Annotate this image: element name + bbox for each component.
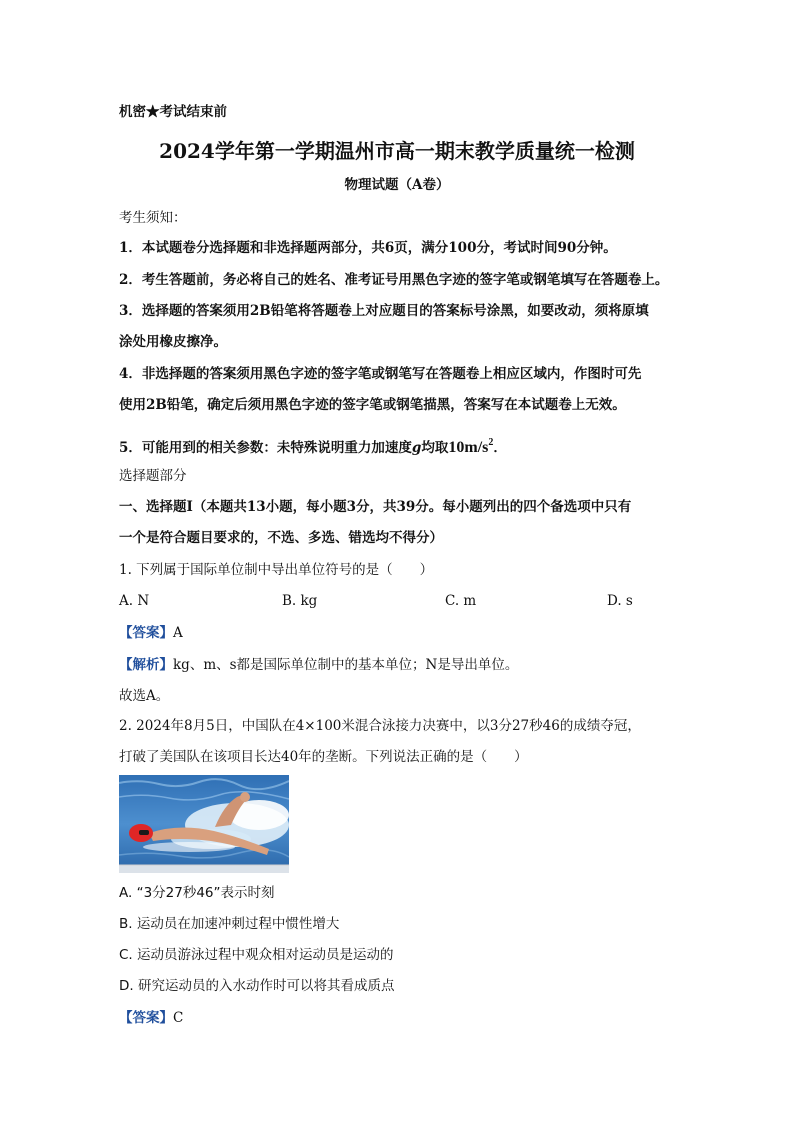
question-1-option-b: B. kg bbox=[282, 593, 318, 609]
question-1-option-a: A. N bbox=[119, 593, 150, 609]
page-subtitle: 物理试题（A卷） bbox=[344, 177, 450, 193]
gravity-value: $10m/s^2$ bbox=[448, 437, 494, 456]
notice-item-5-end: ． bbox=[493, 440, 507, 456]
answer-value: A bbox=[173, 625, 183, 641]
question-1-conclusion: 故选A。 bbox=[119, 688, 170, 704]
notice-item-5-prefix: 5．可能用到的相关参数：未特殊说明重力加速度 bbox=[119, 440, 412, 456]
question-1-option-c: C. m bbox=[445, 593, 477, 609]
notice-item-2: 2．考生答题前，务必将自己的姓名、准考证号用黑色字迹的签字笔或钢笔填写在答题卷上。 bbox=[119, 272, 669, 288]
question-2-answer bbox=[119, 1009, 183, 1027]
section-part-label: 选择题部分 bbox=[119, 468, 187, 484]
question-2-stem-line-1: 2. 2024年8月5日，中国队在4×100米混合泳接力决赛中，以3分27秒46的成绩夺冠， bbox=[119, 718, 641, 734]
answer-value: C bbox=[173, 1010, 184, 1026]
question-2-option-d: D. 研究运动员的入水动作时可以将其看成质点 bbox=[119, 978, 395, 994]
question-1-answer bbox=[119, 624, 183, 642]
notice-item-3-line-2: 涂处用橡皮擦净。 bbox=[119, 334, 227, 350]
analysis-text: kg、m、s都是国际单位制中的基本单位；N是导出单位。 bbox=[173, 657, 519, 673]
question-1-stem: 1. 下列属于国际单位制中导出单位符号的是（ ） bbox=[119, 562, 434, 578]
notice-item-5 bbox=[119, 434, 507, 457]
question-2-option-b: B. 运动员在加速冲刺过程中惯性增大 bbox=[119, 916, 340, 932]
notice-item-5-mid: 均取 bbox=[421, 440, 449, 456]
answer-tag: 【答案】 bbox=[119, 625, 173, 641]
confidential-label: 机密★考试结束前 bbox=[119, 104, 227, 120]
notice-heading: 考生须知： bbox=[119, 210, 187, 226]
question-2-option-c: C. 运动员游泳过程中观众相对运动员是运动的 bbox=[119, 947, 394, 963]
answer-tag: 【答案】 bbox=[119, 1010, 173, 1026]
notice-item-3-line-1: 3．选择题的答案须用2B铅笔将答题卷上对应题目的答案标号涂黑，如要改动，须将原填 bbox=[119, 303, 649, 319]
swimmer-photo bbox=[119, 775, 289, 873]
gravity-symbol: g bbox=[411, 440, 422, 456]
section-heading-line-1: 一、选择题Ⅰ（本题共13小题，每小题3分，共39分。每小题列出的四个备选项中只有 bbox=[119, 499, 632, 515]
analysis-tag: 【解析】 bbox=[119, 657, 173, 673]
section-heading-line-2: 一个是符合题目要求的，不选、多选、错选均不得分） bbox=[119, 530, 443, 546]
question-1-option-d: D. s bbox=[607, 593, 633, 609]
page-title: 2024学年第一学期温州市高一期末教学质量统一检测 bbox=[159, 139, 635, 163]
question-2-stem-line-2: 打破了美国队在该项目长达40年的垄断。下列说法正确的是（ ） bbox=[119, 749, 528, 765]
notice-item-4-line-1: 4．非选择题的答案须用黑色字迹的签字笔或钢笔写在答题卷上相应区域内，作图时可先 bbox=[119, 366, 642, 382]
question-1-analysis bbox=[119, 656, 518, 674]
notice-item-1: 1．本试题卷分选择题和非选择题两部分，共6页，满分100分，考试时间90分钟。 bbox=[119, 240, 617, 256]
notice-item-4-line-2: 使用2B铅笔，确定后须用黑色字迹的签字笔或钢笔描黑，答案写在本试题卷上无效。 bbox=[119, 397, 626, 413]
question-2-option-a: A. “3分27秒46”表示时刻 bbox=[119, 885, 275, 901]
